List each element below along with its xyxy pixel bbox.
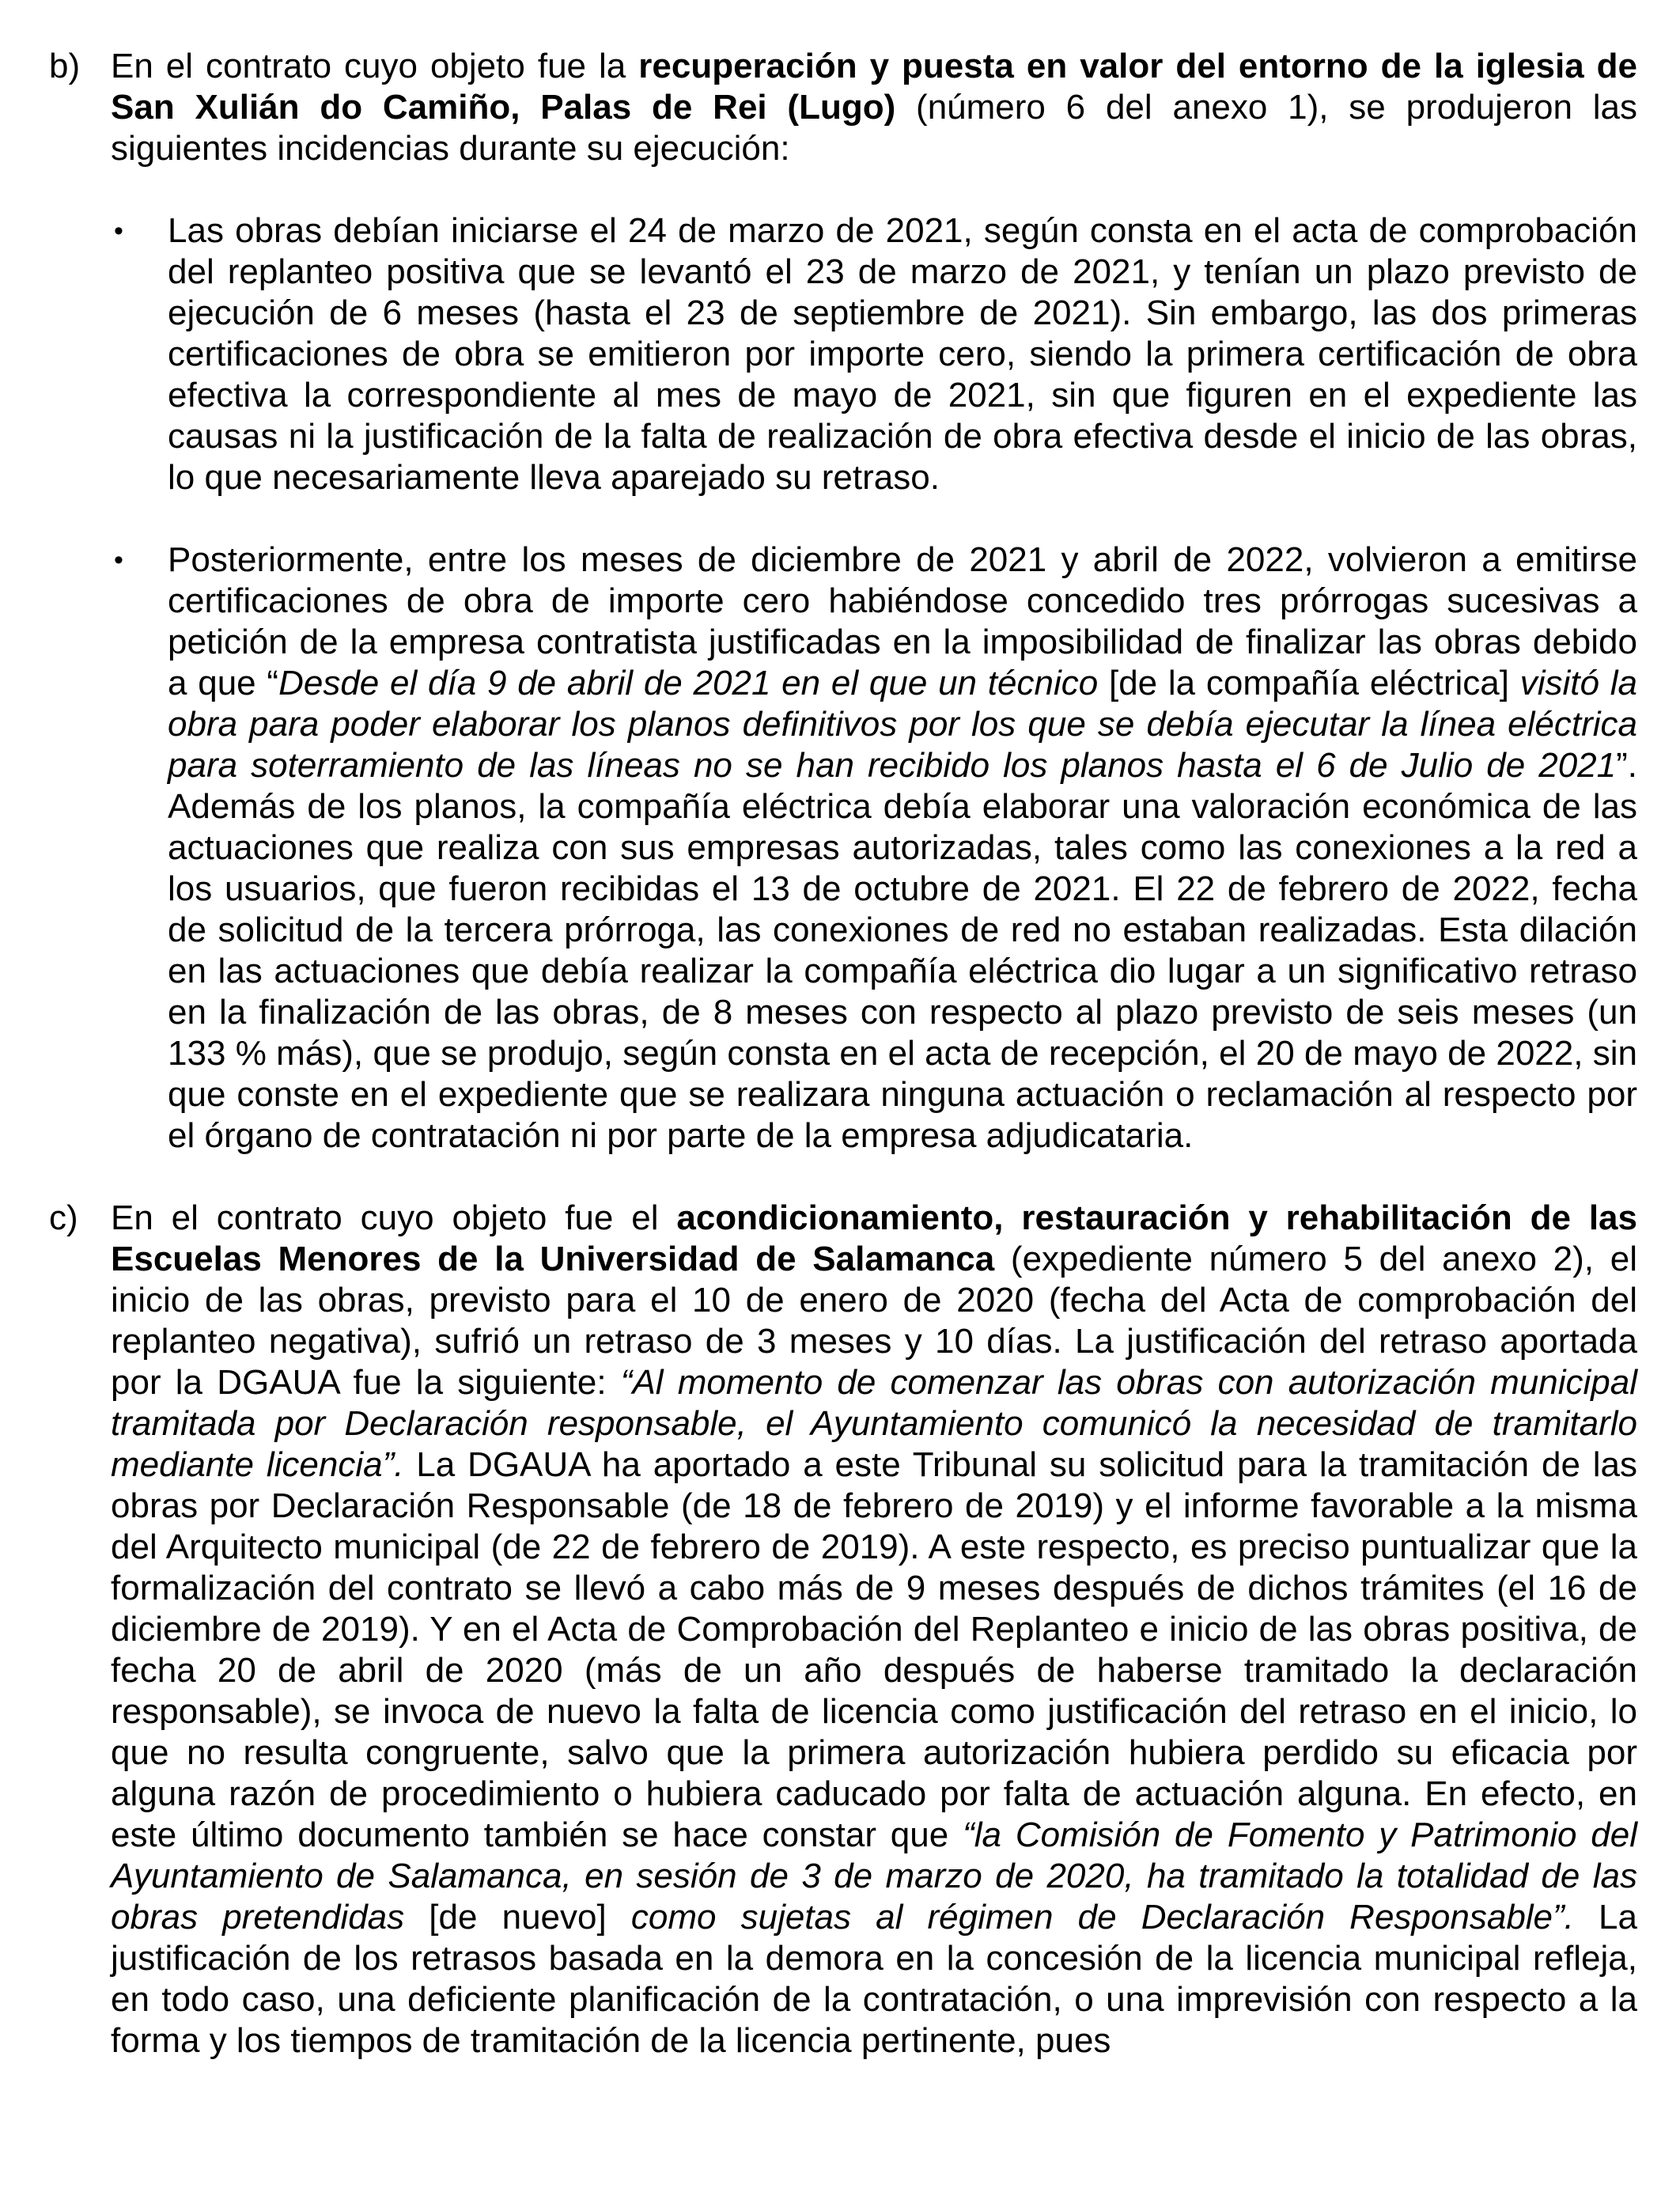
list-item <box>49 540 1637 1157</box>
section-c-text: La justificación de los retrasos basada en la demora en la concesión de la licencia municipal refleja, en todo caso, una deficiente planificación de la contratación, o una imprevisión con respecto a la forma y los tiempos de tramitación de la licencia pertinente, pues <box>111 1898 1638 2060</box>
bullet-quote: Desde el día 9 de abril de 2021 en el que un técnico <box>278 664 1099 702</box>
section-c-quote: “Al momento de comenzar las obras con autorización municipal tramitada por Declaración responsable, el Ayuntamiento comunicó la necesidad de tramitarlo mediante licencia”. <box>111 1363 1637 1484</box>
bullet-text: ”. Además de los planos, la compañía eléctrica debía elaborar una valoración económica de las actuaciones que realiza con sus empresas autorizadas, tales como las conexiones a la red a los usuarios, que fueron recibidas el 13 de octubre de 2021. El 22 de febrero de 2022, fecha de solicitud de la tercera prórroga, las conexiones de red no estaban realizadas. Esta dilación en las actuaciones que debía realizar la compañía eléctrica dio lugar a un significativo retraso en la finalización de las obras, de 8 meses con respecto al plazo previsto de seis meses (un 133 % más), que se produjo, según consta en el acta de recepción, el 20 de mayo de 2022, sin que conste en el expediente que se realizara ninguna actuación o reclamación al respecto por el órgano de contratación ni por parte de la empresa adjudicataria. <box>168 746 1637 1155</box>
section-b-marker: b) <box>49 47 81 85</box>
section-c-contract-object: acondicionamiento, restauración y rehabilitación de las Escuelas Menores de la Universidad de Salamanca <box>111 1198 1637 1278</box>
section-b-paragraph <box>49 46 1637 169</box>
document-page <box>49 46 1637 2062</box>
section-c-marker: c) <box>49 1198 78 1237</box>
section-c-quote: como sujetas al régimen de Declaración Responsable”. <box>630 1898 1574 1937</box>
bullet-text: [de la compañía eléctrica] <box>1098 664 1520 702</box>
bullet-quote: visitó la obra para poder elaborar los planos definitivos por los que se debía ejecutar la línea eléctrica para soterramiento de las líneas no se han recibido los planos hasta el 6 de Julio de 2021 <box>168 664 1638 785</box>
bullet-text: Posteriormente, entre los meses de diciembre de 2021 y abril de 2022, volvieron a emitirse certificaciones de obra de importe cero habiéndose concedido tres prórrogas sucesivas a petición de la empresa contratista justificadas en la imposibilidad de finalizar las obras debido a que “ <box>168 540 1637 702</box>
section-b-contract-object: recuperación y puesta en valor del entorno de la iglesia de San Xulián do Camiño, Palas de Rei (Lugo) <box>111 47 1638 127</box>
section-c-text: La DGAUA ha aportado a este Tribunal su solicitud para la tramitación de las obras por Declaración Responsable (de 18 de febrero de 2019) y el informe favorable a la misma del Arquitecto municipal (de 22 de febrero de 2019). A este respecto, es preciso puntualizar que la formalización del contrato se llevó a cabo más de 9 meses después de dichos trámites (el 16 de diciembre de 2019). Y en el Acta de Comprobación del Replanteo e inicio de las obras positiva, de fecha 20 de abril de 2020 (más de un año después de haberse tramitado la declaración responsable), se invoca de nuevo la falta de licencia como justificación del retraso en el inicio, lo que no resulta congruente, salvo que la primera autorización hubiera perdido su eficacia por alguna razón de procedimiento o hubiera caducado por falta de actuación alguna. En efecto, en este último documento también se hace constar que <box>111 1445 1637 1854</box>
list-item <box>49 210 1637 498</box>
section-c-text: En el contrato cuyo objeto fue el <box>111 1198 677 1237</box>
bullet-text: Las obras debían iniciarse el 24 de marzo de 2021, según consta en el acta de comprobación del replanteo positiva que se levantó el 23 de marzo de 2021, y tenían un plazo previsto de ejecución de 6 meses (hasta el 23 de septiembre de 2021). Sin embargo, las dos primeras certificaciones de obra se emitieron por importe cero, siendo la primera certificación de obra efectiva la correspondiente al mes de mayo de 2021, sin que figuren en el expediente las causas ni la justificación de la falta de realización de obra efectiva desde el inicio de las obras, lo que necesariamente lleva aparejado su retraso. <box>168 211 1637 497</box>
bullet-icon: • <box>114 545 123 575</box>
section-c-text: [de nuevo] <box>404 1898 631 1937</box>
section-c-quote: “la Comisión de Fomento y Patrimonio del Ayuntamiento de Salamanca, en sesión de 3 de marzo de 2020, ha tramitado la totalidad de las obras pretendidas <box>111 1815 1638 1937</box>
section-c-paragraph <box>49 1198 1637 2062</box>
bullet-icon: • <box>114 216 123 246</box>
section-c-text: (expediente número 5 del anexo 2), el inicio de las obras, previsto para el 10 de enero de 2020 (fecha del Acta de comprobación del replanteo negativa), sufrió un retraso de 3 meses y 10 días. La justificación del retraso aportada por la DGAUA fue la siguiente: <box>111 1240 1637 1402</box>
section-b-text: En el contrato cuyo objeto fue la <box>111 47 639 85</box>
section-b-text-continued: (número 6 del anexo 1), se produjeron las siguientes incidencias durante su ejecución: <box>111 88 1637 168</box>
